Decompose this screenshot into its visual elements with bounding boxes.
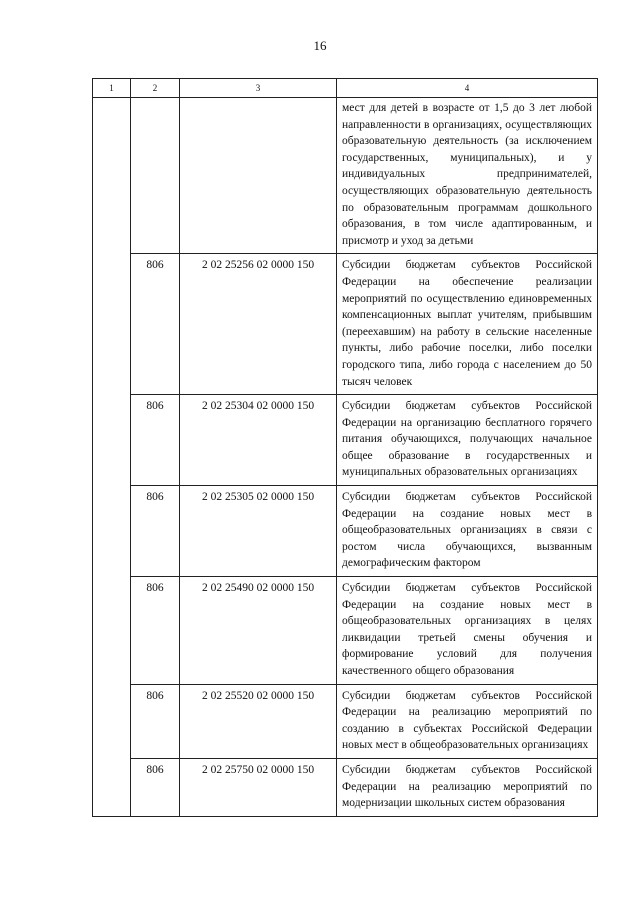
column-1-merged-cell bbox=[93, 98, 131, 817]
description-cell: Субсидии бюджетам субъектов Российской Федерации на реализацию мероприятий по модернизации школьных систем образования bbox=[337, 758, 598, 816]
table-row bbox=[93, 486, 598, 577]
column-header-1: 1 bbox=[93, 79, 131, 98]
table-row bbox=[93, 758, 598, 816]
column-header-3: 3 bbox=[180, 79, 337, 98]
description-cell: Субсидии бюджетам субъектов Российской Федерации на создание новых мест в общеобразовательных организациях в связи с ростом числа обучающихся, вызванным демографическим фактором bbox=[337, 486, 598, 577]
admin-code-cell: 806 bbox=[131, 395, 180, 486]
admin-code-cell: 806 bbox=[131, 254, 180, 395]
admin-code-cell bbox=[131, 98, 180, 254]
description-cell: Субсидии бюджетам субъектов Российской Федерации на организацию бесплатного горячего питания обучающихся, получающих начальное общее образование в государственных и муниципальных образовательных организациях bbox=[337, 395, 598, 486]
income-code-cell: 2 02 25256 02 0000 150 bbox=[180, 254, 337, 395]
column-header-4: 4 bbox=[337, 79, 598, 98]
income-code-cell: 2 02 25750 02 0000 150 bbox=[180, 758, 337, 816]
page-number: 16 bbox=[313, 38, 327, 53]
table-row bbox=[93, 684, 598, 758]
table-row bbox=[93, 254, 598, 395]
income-code-cell bbox=[180, 98, 337, 254]
income-code-cell: 2 02 25304 02 0000 150 bbox=[180, 395, 337, 486]
admin-code-cell: 806 bbox=[131, 577, 180, 685]
budget-classification-table bbox=[92, 78, 598, 817]
table-row bbox=[93, 577, 598, 685]
column-header-2: 2 bbox=[131, 79, 180, 98]
table-header-row bbox=[93, 79, 598, 98]
table-row-continuation bbox=[93, 98, 598, 254]
income-code-cell: 2 02 25305 02 0000 150 bbox=[180, 486, 337, 577]
table-row bbox=[93, 395, 598, 486]
admin-code-cell: 806 bbox=[131, 758, 180, 816]
income-code-cell: 2 02 25490 02 0000 150 bbox=[180, 577, 337, 685]
description-cell: Субсидии бюджетам субъектов Российской Федерации на реализацию мероприятий по созданию в субъектах Российской Федерации новых мест в общеобразовательных организациях bbox=[337, 684, 598, 758]
description-cell: Субсидии бюджетам субъектов Российской Федерации на создание новых мест в общеобразовательных организациях в целях ликвидации третьей смены обучения и формирование условий для получения качественного общего образования bbox=[337, 577, 598, 685]
income-code-cell: 2 02 25520 02 0000 150 bbox=[180, 684, 337, 758]
description-cell: Субсидии бюджетам субъектов Российской Федерации на обеспечение реализации мероприятий по осуществлению единовременных компенсационных выплат учителям, прибывшим (переехавшим) на работу в сельские населенные пункты, либо рабочие поселки, либо поселки городского типа, либо города с населением до 50 тысяч человек bbox=[337, 254, 598, 395]
admin-code-cell: 806 bbox=[131, 486, 180, 577]
description-cell: мест для детей в возрасте от 1,5 до 3 лет любой направленности в организациях, осуществляющих образовательную деятельность (за исключением государственных, муниципальных), и у индивидуальных предпринимателей, осуществляющих образовательную деятельность по образовательным программам дошкольного образования, в том числе адаптированным, и присмотр и уход за детьми bbox=[337, 98, 598, 254]
admin-code-cell: 806 bbox=[131, 684, 180, 758]
